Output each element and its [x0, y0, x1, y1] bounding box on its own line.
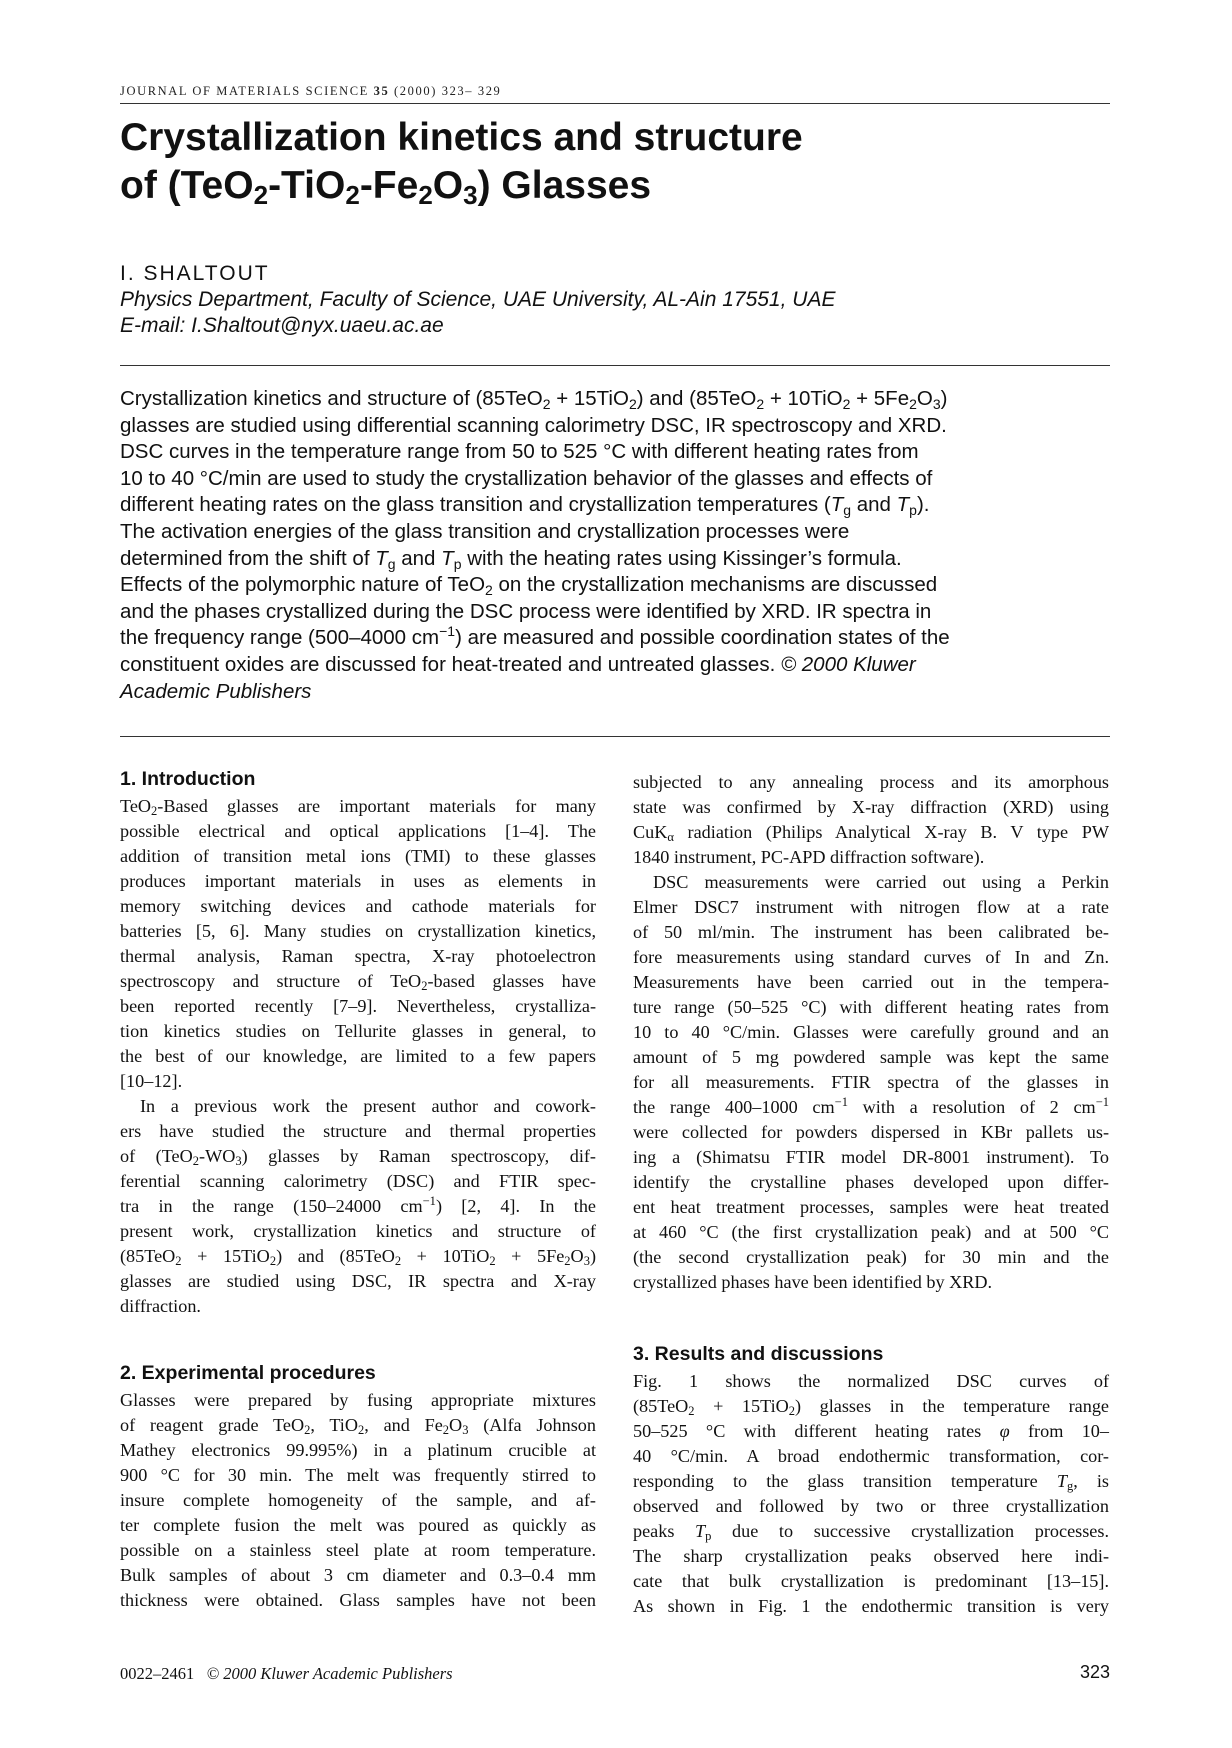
- text-fragment: T: [896, 493, 910, 517]
- text-line: [120, 652, 1110, 679]
- text-fragment: p: [705, 1529, 712, 1543]
- text-fragment: 3: [932, 396, 941, 412]
- text-fragment: radiation (Philips Analytical X-ray B. V type PW: [673, 822, 1109, 842]
- text-line: glasses are studied using differential scanning calorimetry DSC, IR spectroscopy and XRD.: [120, 413, 947, 437]
- page-number: 323: [1079, 1662, 1110, 1682]
- text-fragment: 2: [358, 1423, 365, 1437]
- text-fragment: TeO: [120, 796, 152, 816]
- text-line: Mathey electronics 99.995%) in a platinum crucible at: [120, 1440, 596, 1460]
- text-fragment: + 5Fe: [850, 387, 910, 410]
- text-line: [120, 546, 1110, 573]
- text-line: thermal analysis, Raman spectra, X-ray photoelectron: [120, 946, 596, 966]
- title-frag: -TiO: [268, 164, 346, 207]
- text-line: [120, 625, 1110, 652]
- text-line: produces important materials in uses as elements in: [120, 871, 596, 891]
- text-fragment: responding to the glass transition temperature: [633, 1471, 1057, 1491]
- text-fragment: 2: [489, 1254, 496, 1268]
- text-line: Fig. 1 shows the normalized DSC curves of: [633, 1371, 1109, 1391]
- title-line-2: [120, 162, 1110, 210]
- text-fragment: -based glasses have: [427, 971, 596, 991]
- text-fragment: © 2000 Kluwer: [780, 652, 916, 676]
- text-fragment: 2: [688, 1404, 695, 1418]
- text-line: 10 to 40 °C/min are used to study the crystallization behavior of the glasses and effects of: [120, 466, 933, 490]
- text-fragment: Crystallization kinetics and structure of (85TeO: [120, 387, 543, 410]
- author-affiliation: Physics Department, Faculty of Science, UAE University, AL-Ain 17551, UAE: [120, 288, 836, 311]
- text-line: (the second crystallization peak) for 30 min and the: [633, 1247, 1109, 1267]
- text-fragment: ) are measured and possible coordination states of the: [455, 626, 950, 650]
- text-fragment: due to successive crystallization processes.: [711, 1521, 1109, 1541]
- text-fragment: ) glasses in the temperature range: [795, 1396, 1109, 1416]
- text-fragment: CuK: [633, 822, 668, 842]
- text-line: state was confirmed by X-ray diffraction (XRD) using: [633, 797, 1109, 817]
- text-line: thickness were obtained. Glass samples have not been: [120, 1590, 596, 1610]
- text-line: [633, 1419, 1109, 1444]
- article-title: [120, 114, 1110, 210]
- text-fragment: 3: [462, 1423, 469, 1437]
- text-fragment: 2: [394, 1254, 402, 1268]
- text-fragment: −1: [439, 623, 456, 640]
- title-frag: -Fe: [359, 164, 419, 207]
- text-fragment: the range 400–1000 cm: [633, 1097, 835, 1117]
- text-fragment: 2: [175, 1254, 182, 1268]
- text-line: cate that bulk crystallization is predominant [13–15].: [633, 1571, 1109, 1591]
- text-line: crystallized phases have been identified by XRD.: [633, 1272, 993, 1292]
- text-line: were collected for powders dispersed in KBr pallets us-: [633, 1122, 1109, 1142]
- journal-year: (2000): [394, 84, 437, 98]
- text-line: ter complete fusion the melt was poured as quickly as: [120, 1515, 596, 1535]
- text-line: subjected to any annealing process and its amorphous: [633, 772, 1109, 792]
- text-line: memory switching devices and cathode materials for: [120, 896, 596, 916]
- text-fragment: + 10TiO: [764, 387, 843, 410]
- text-line: 10 to 40 °C/min. Glasses were carefully ground and an: [633, 1022, 1109, 1042]
- text-fragment: O: [570, 1246, 584, 1266]
- text-line: addition of transition metal ions (TMI) to these glasses: [120, 846, 596, 866]
- text-fragment: 2: [304, 1423, 311, 1437]
- text-fragment: g: [387, 555, 396, 572]
- text-fragment: Effects of the polymorphic nature of TeO: [120, 573, 486, 597]
- text-line: the best of our knowledge, are limited to a few papers: [120, 1046, 596, 1066]
- text-fragment: ) glasses by Raman spectroscopy, dif-: [241, 1146, 596, 1166]
- text-fragment: , TiO: [310, 1415, 358, 1435]
- text-fragment: 2: [788, 1404, 796, 1418]
- text-fragment: T: [1056, 1471, 1067, 1491]
- text-fragment: g: [843, 502, 852, 519]
- text-line: Glasses were prepared by fusing appropriate mixtures: [120, 1390, 596, 1410]
- title-sub: 3: [463, 180, 478, 210]
- text-line: [120, 1413, 596, 1438]
- text-line: possible on a stainless steel plate at room temperature.: [120, 1540, 596, 1560]
- text-fragment: 2: [909, 396, 917, 412]
- text-line: As shown in Fig. 1 the endothermic transition is very: [633, 1596, 1109, 1616]
- text-fragment: 2: [628, 396, 637, 412]
- text-line: ers have studied the structure and thermal properties: [120, 1121, 596, 1141]
- text-fragment: −1: [422, 1194, 436, 1208]
- text-fragment: , is: [1073, 1471, 1109, 1491]
- text-line: present work, crystallization kinetics and structure of: [120, 1221, 596, 1241]
- text-line: The activation energies of the glass transition and crystallization processes were: [120, 519, 850, 543]
- text-line: The sharp crystallization peaks observed here indi-: [633, 1546, 1109, 1566]
- text-fragment: ): [940, 387, 948, 410]
- text-line: [633, 820, 1109, 845]
- text-fragment: O: [916, 387, 933, 410]
- text-fragment: and: [395, 546, 442, 570]
- text-fragment: determined from the shift of: [120, 546, 376, 570]
- text-line: [120, 679, 1110, 706]
- text-fragment: 3: [583, 1254, 590, 1268]
- text-line: ferential scanning calorimetry (DSC) and FTIR spec-: [120, 1171, 596, 1191]
- text-line: amount of 5 mg powdered sample was kept the same: [633, 1047, 1109, 1067]
- text-fragment: 2: [269, 1254, 277, 1268]
- text-line: [120, 969, 596, 994]
- text-fragment: p: [909, 502, 917, 519]
- text-line: identify the crystalline phases developed upon differ-: [633, 1172, 1109, 1192]
- text-line: tion kinetics studies on Tellurite glasses in general, to: [120, 1021, 596, 1041]
- text-line: [120, 1244, 596, 1269]
- text-line: [633, 1095, 1109, 1120]
- text-line: [120, 1194, 596, 1219]
- text-fragment: peaks: [633, 1521, 696, 1541]
- title-sub: 2: [345, 180, 360, 210]
- text-line: diffraction.: [120, 1296, 201, 1316]
- text-fragment: from 10–: [1009, 1421, 1109, 1441]
- text-fragment: 3: [235, 1154, 242, 1168]
- text-fragment: constituent oxides are discussed for heat-treated and untreated glasses.: [120, 652, 781, 676]
- experimental-continued-text: [633, 770, 1109, 1295]
- text-fragment: 2: [151, 804, 158, 818]
- text-line: ing a (Shimatsu FTIR model DR-8001 instrument). To: [633, 1147, 1109, 1167]
- text-line: In a previous work the present author and cowork-: [140, 1096, 596, 1116]
- text-fragment: on the crystallization mechanisms are discussed: [492, 573, 938, 597]
- text-line: possible electrical and optical applications [1–4]. The: [120, 821, 596, 841]
- text-fragment: T: [695, 1521, 706, 1541]
- results-text: [633, 1369, 1109, 1619]
- text-line: glasses are studied using DSC, IR spectra and X-ray: [120, 1271, 596, 1291]
- text-line: [633, 1519, 1109, 1544]
- text-fragment: the frequency range (500–4000 cm: [120, 626, 440, 650]
- text-fragment: + 5Fe: [495, 1246, 565, 1266]
- text-fragment: with the heating rates using Kissinger’s formula.: [461, 546, 902, 570]
- text-fragment: and: [851, 493, 897, 517]
- text-fragment: of (TeO: [120, 1146, 193, 1166]
- text-fragment: + 15TiO: [694, 1396, 789, 1416]
- text-line: [633, 1394, 1109, 1419]
- text-line: been reported recently [7–9]. Nevertheless, crystalliza-: [120, 996, 596, 1016]
- text-line: fore measurements using standard curves of In and Zn.: [633, 947, 1109, 967]
- text-fragment: ): [589, 1246, 596, 1266]
- text-fragment: 2: [485, 582, 493, 599]
- text-line: 900 °C for 30 min. The melt was frequently stirred to: [120, 1465, 596, 1485]
- text-fragment: T: [441, 546, 454, 570]
- title-frag: of (TeO: [120, 164, 254, 207]
- text-fragment: T: [375, 546, 388, 570]
- title-frag: O: [432, 164, 464, 207]
- text-line: Elmer DSC7 instrument with nitrogen flow at a rate: [633, 897, 1109, 917]
- text-fragment: α: [667, 830, 674, 844]
- text-line: Measurements have been carried out in the tempera-: [633, 972, 1109, 992]
- text-fragment: 2: [442, 1423, 450, 1437]
- text-line: Bulk samples of about 3 cm diameter and 0.3–0.4 mm: [120, 1565, 596, 1585]
- text-fragment: 2: [192, 1154, 200, 1168]
- section-heading-results: 3. Results and discussions: [633, 1343, 884, 1365]
- journal-name: JOURNAL OF MATERIALS SCIENCE: [120, 84, 369, 98]
- text-line: ture range (50–525 °C) with different heating rates from: [633, 997, 1109, 1017]
- text-fragment: -WO: [199, 1146, 236, 1166]
- author-name: I. SHALTOUT: [120, 262, 270, 285]
- text-fragment: spectroscopy and structure of TeO: [120, 971, 422, 991]
- text-fragment: 2: [421, 979, 428, 993]
- text-line: and the phases crystallized during the DSC process were identified by XRD. IR spectra in: [120, 599, 932, 623]
- text-line: DSC measurements were carried out using a Perkin: [653, 872, 1109, 892]
- title-sub: 2: [418, 180, 433, 210]
- text-fragment: of reagent grade TeO: [120, 1415, 305, 1435]
- abstract: [120, 386, 1110, 705]
- text-fragment: ) and (85TeO: [636, 387, 757, 410]
- text-fragment: (85TeO: [120, 1246, 176, 1266]
- text-fragment: g: [1066, 1479, 1074, 1493]
- text-line: [633, 1469, 1109, 1494]
- text-fragment: (85TeO: [633, 1396, 689, 1416]
- title-line-1: Crystallization kinetics and structure: [120, 116, 803, 159]
- text-fragment: + 10TiO: [401, 1246, 490, 1266]
- text-fragment: 50–525 °C with different heating rates: [633, 1421, 1000, 1441]
- text-fragment: (Alfa Johnson: [468, 1415, 596, 1435]
- text-fragment: 2: [564, 1254, 571, 1268]
- issn: 0022–2461: [120, 1664, 195, 1683]
- text-line: [120, 492, 1110, 519]
- journal-pages: 323– 329: [441, 84, 502, 98]
- text-line: [120, 572, 1110, 599]
- text-fragment: −1: [834, 1095, 848, 1109]
- text-line: DSC curves in the temperature range from 50 to 525 °C with different heating rates from: [120, 440, 919, 464]
- text-line: at 460 °C (the first crystallization peak) and at 500 °C: [633, 1222, 1109, 1242]
- text-line: [120, 386, 1110, 413]
- header-rule: [120, 103, 1110, 104]
- text-line: 40 °C/min. A broad endothermic transformation, cor-: [633, 1446, 1109, 1466]
- section-heading-introduction: 1. Introduction: [120, 768, 256, 790]
- text-fragment: T: [830, 493, 844, 517]
- footer-issn: [120, 1664, 453, 1684]
- text-line: of 50 ml/min. The instrument has been calibrated be-: [633, 922, 1109, 942]
- text-fragment: O: [449, 1415, 463, 1435]
- text-line: insure complete homogeneity of the sample, and af-: [120, 1490, 596, 1510]
- text-fragment: + 15TiO: [550, 387, 629, 410]
- text-fragment: different heating rates on the glass transition and crystallization temperatures (: [120, 493, 831, 517]
- text-line: batteries [5, 6]. Many studies on crystallization kinetics,: [120, 921, 596, 941]
- text-fragment: + 15TiO: [181, 1246, 270, 1266]
- footer-copyright: © 2000 Kluwer Academic Publishers: [206, 1664, 453, 1683]
- section-heading-experimental: 2. Experimental procedures: [120, 1362, 376, 1384]
- introduction-text: [120, 794, 596, 1319]
- text-line: for all measurements. FTIR spectra of the glasses in: [633, 1072, 1109, 1092]
- abstract-rule-top: [120, 365, 1110, 366]
- text-fragment: 2: [842, 396, 851, 412]
- text-fragment: 2: [756, 396, 765, 412]
- title-sub: 2: [253, 180, 269, 210]
- text-fragment: 2: [542, 396, 551, 412]
- experimental-text: [120, 1388, 596, 1613]
- text-fragment: with a resolution of 2 cm: [847, 1097, 1096, 1117]
- text-line: [120, 1144, 596, 1169]
- text-line: observed and followed by two or three crystallization: [633, 1496, 1109, 1516]
- text-fragment: -Based glasses are important materials for many: [157, 796, 596, 816]
- title-frag: ) Glasses: [477, 164, 652, 207]
- text-fragment: ).: [916, 493, 930, 517]
- text-line: ent heat treatment processes, samples were heat treated: [633, 1197, 1109, 1217]
- text-fragment: Academic Publishers: [120, 679, 312, 703]
- text-fragment: ) [2, 4]. In the: [435, 1196, 597, 1216]
- text-fragment: p: [453, 555, 462, 572]
- text-fragment: ) and (85TeO: [276, 1246, 395, 1266]
- text-line: 1840 instrument, PC-APD diffraction software).: [633, 847, 985, 867]
- text-line: [120, 794, 596, 819]
- running-head: [120, 84, 1110, 99]
- journal-volume: 35: [373, 84, 390, 98]
- text-fragment: , and Fe: [364, 1415, 443, 1435]
- text-fragment: −1: [1095, 1095, 1109, 1109]
- text-fragment: φ: [999, 1421, 1010, 1441]
- author-email: E-mail: I.Shaltout@nyx.uaeu.ac.ae: [120, 314, 444, 337]
- abstract-rule-bottom: [120, 736, 1110, 737]
- text-fragment: tra in the range (150–24000 cm: [120, 1196, 423, 1216]
- text-line: [10–12].: [120, 1071, 183, 1091]
